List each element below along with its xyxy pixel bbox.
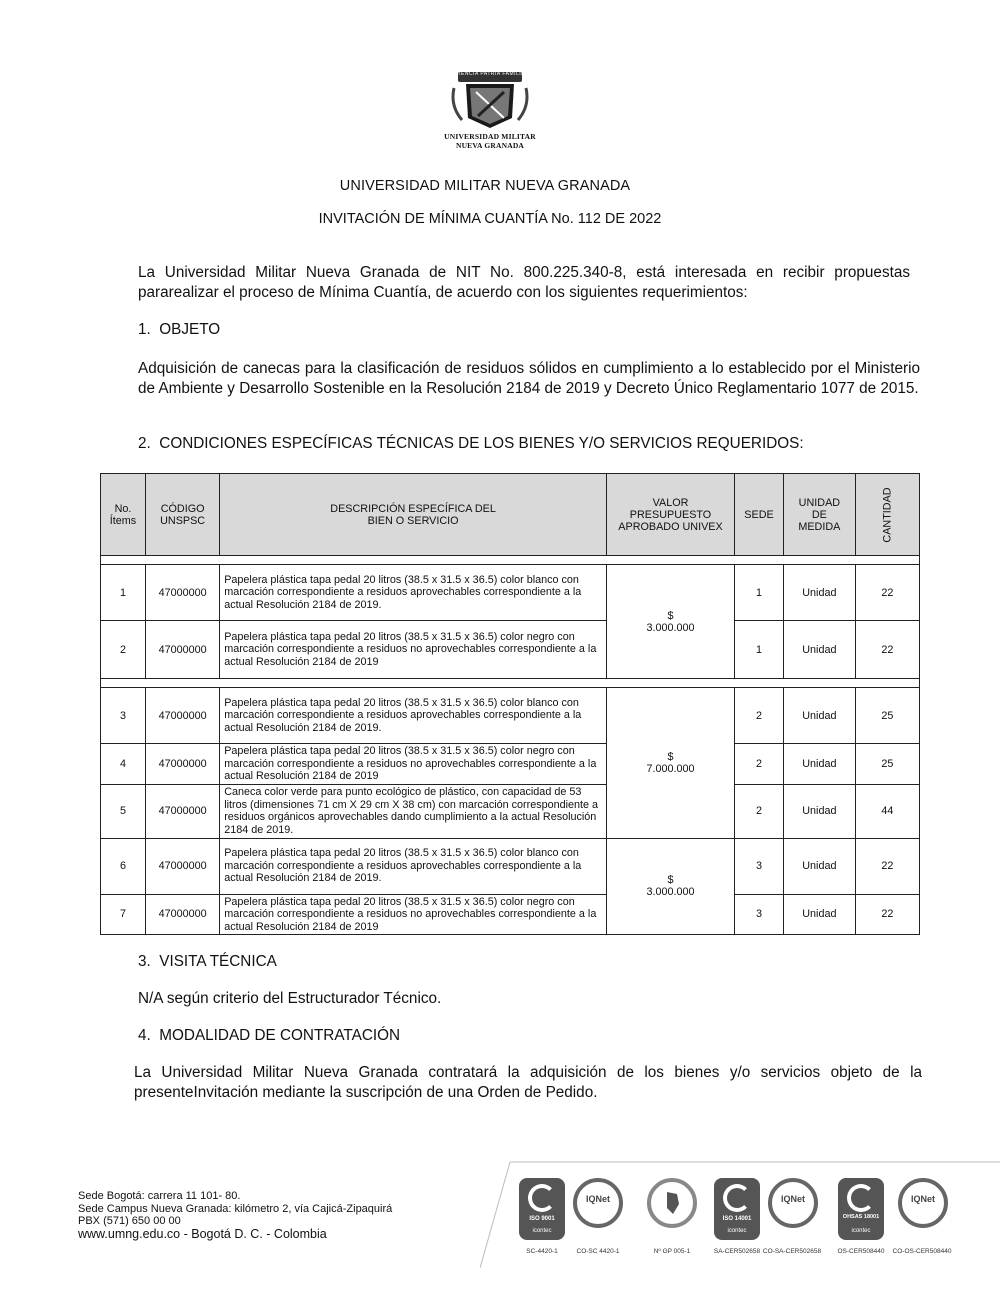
table-spacer — [101, 679, 920, 688]
iqnet-seal: IQNet — [898, 1178, 948, 1228]
invitation-title: INVITACIÓN DE MÍNIMA CUANTÍA No. 112 DE 2022 — [318, 211, 662, 227]
header-budget-value: VALOR PRESUPUESTO APROBADO UNIVEX — [606, 474, 734, 556]
table-row: 1 47000000 Papelera plástica tapa pedal 20 litros (38.5 x 31.5 x 36.5) color blanco con marcación correspondiente a residuos aprovechables correspondiente a la actual Resolución 2184 de 2019. $ 3.000.000 1 Unidad 22 — [101, 565, 920, 621]
footer-contact: Sede Bogotá: carrera 11 101- 80. Sede Campus Nueva Granada: kilómetro 2, vía Cajicá-Zipaquirá PBX (571) 650 00 00 www.umng.edu.co - Bogotá D. C. - Colombia — [78, 1190, 393, 1241]
table-spacer — [101, 556, 920, 565]
budget-cell: $ 3.000.000 — [606, 565, 734, 679]
section-objeto-text: Adquisición de canecas para la clasificación de residuos sólidos en cumplimiento a lo establecido por el Ministerio de Ambiente y Desarrollo Sostenible en la Resolución 2184 de 2019 y Decreto Único Reglamentario 1077 de 2015. — [138, 360, 920, 397]
table-row: 3 47000000 Papelera plástica tapa pedal 20 litros (38.5 x 31.5 x 36.5) color blanco con marcación correspondiente a residuos aprovechables correspondiente a la actual Resolución 2184 de 2019. $ 7.000.000 2 Unidad 25 — [101, 688, 920, 744]
section-objeto-heading: 1. OBJETO — [138, 321, 221, 338]
section-modalidad-text: La Universidad Militar Nueva Granada contratará la adquisición de los bienes y/o servicios objeto de la presenteInvitación mediante la suscripción de una Orden de Pedido. — [134, 1064, 922, 1101]
requirements-table — [100, 473, 920, 935]
iso-9001-seal: ISO 9001 icontec — [519, 1178, 565, 1240]
table-row: 6 47000000 Papelera plástica tapa pedal 20 litros (38.5 x 31.5 x 36.5) color blanco con marcación correspondiente a residuos aprovechables correspondiente a la actual Resolución 2184 de 2019. $ 3.000.000 3 Unidad 22 — [101, 838, 920, 894]
iqnet-seal: IQNet — [573, 1178, 623, 1228]
table-row: 2 47000000 Papelera plástica tapa pedal 20 litros (38.5 x 31.5 x 36.5) color negro con marcación correspondiente a residuos no aprovechables correspondiente a la actual Resolución 2184 de 2019 1 Unidad 22 — [101, 621, 920, 679]
header-item-number: No. Ítems — [101, 474, 146, 556]
header-quantity: CANTIDAD — [855, 474, 919, 556]
page-title: UNIVERSIDAD MILITAR NUEVA GRANADA — [339, 178, 631, 194]
header-unspsc-code: CÓDIGO UNSPSC — [146, 474, 220, 556]
gp-seal — [647, 1178, 697, 1228]
header-description: DESCRIPCIÓN ESPECÍFICA DEL BIEN O SERVICIO — [220, 474, 607, 556]
ohsas-18001-seal: OHSAS 18001 icontec — [838, 1178, 884, 1240]
iqnet-seal: IQNet — [768, 1178, 818, 1228]
iso-14001-seal: ISO 14001 icontec — [714, 1178, 760, 1240]
header-sede: SEDE — [735, 474, 784, 556]
budget-cell: $ 7.000.000 — [606, 688, 734, 839]
logo-motto: CIENCIA PATRIA FAMILIA — [455, 71, 525, 77]
section-visita-text: N/A según criterio del Estructurador Técnico. — [138, 990, 442, 1007]
section-modalidad-heading: 4. MODALIDAD DE CONTRATACIÓN — [138, 1027, 401, 1044]
header-unit: UNIDAD DE MEDIDA — [783, 474, 855, 556]
table-row: 7 47000000 Papelera plástica tapa pedal 20 litros (38.5 x 31.5 x 36.5) color negro con marcación correspondiente a residuos no aprovechables correspondiente a la actual Resolución 2184 de 2019 3 Unidad 22 — [101, 894, 920, 935]
section-conditions-heading: 2. CONDICIONES ESPECÍFICAS TÉCNICAS DE LOS BIENES Y/O SERVICIOS REQUERIDOS: — [138, 435, 804, 452]
intro-paragraph: La Universidad Militar Nueva Granada de NIT No. 800.225.340-8, está interesada en recibir propuestas pararealizar el proceso de Mínima Cuantía, de acuerdo con los siguientes requerimientos: — [138, 264, 910, 301]
table-row: 5 47000000 Caneca color verde para punto ecológico de plástico, con capacidad de 53 litros (dimensiones 71 cm X 29 cm X 38 cm) con marcación correspondiente a residuos orgánicos aprovechables dando cumplimiento a la actual Resolución 2184 de 2019. 2 Unidad 44 — [101, 784, 920, 838]
logo-wordmark: UNIVERSIDAD MILITAR NUEVA GRANADA — [444, 132, 536, 150]
table-row: 4 47000000 Papelera plástica tapa pedal 20 litros (38.5 x 31.5 x 36.5) color negro con marcación correspondiente a residuos no aprovechables correspondiente a la actual Resolución 2184 de 2019 2 Unidad 25 — [101, 744, 920, 785]
section-visita-heading: 3. VISITA TÉCNICA — [138, 953, 277, 970]
budget-cell: $ 3.000.000 — [606, 838, 734, 935]
table-header-row — [101, 474, 920, 556]
